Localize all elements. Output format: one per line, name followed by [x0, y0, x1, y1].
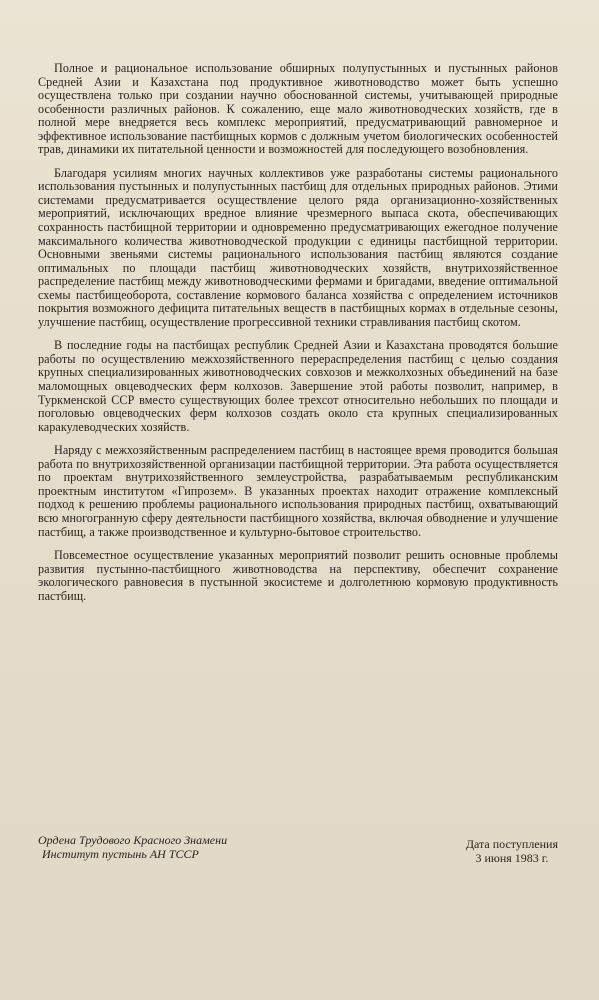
author-affiliation: [38, 833, 227, 861]
received-date-block: [466, 837, 558, 865]
paragraph-2: Благодаря усилиям многих научных коллективов уже разработаны системы рационального использования пустынных и полупустынных пастбищ для отдельных природных районов. Этими системами предусматривается осуществление целого ряда организационно-хозяйственных мероприятий, исключающих вредное влияние чрезмерного выпаса скота, обеспечивающих сохранность пастбищной территории и одновременно предусматривающих ежегодное получение максимального количества животноводческой продукции с единицы пастбищной территории. Основными звеньями системы рационального использования пастбищ являются создание оптимальных по площади пастбищ животноводческих хозяйств, внутрихозяйственное распределение пастбищ между животноводческими фермами и бригадами, введение оптимальной схемы пастбищеоборота, составление кормового баланса хозяйства с определением источников покрытия возможного дефицита питательных веществ в пастбищных кормах в отдельные сезоны, улучшение пастбищ, осуществление прогрессивной техники стравливания пастбищ скотом.: [38, 165, 558, 329]
paragraph-1: Полное и рациональное использование обширных полупустынных и пустынных районов Средней Азии и Казахстана под продуктивное животноводство может быть успешно осуществлена только при создании научно обоснованной системы, учитывающей природные особенности различных районов. К сожалению, еще мало животноводческих хозяйств, где в полной мере внедряется весь комплекс мероприятий, предусматривающий равномерное и эффективное использование пастбищных кормов с должным учетом биологических особенностей трав, динамики их питательной ценности и возможностей для последующего возобновления.: [38, 61, 558, 157]
paragraph-4: Наряду с межхозяйственным распределением пастбищ в настоящее время проводится большая работа по внутрихозяйственной организации пастбищной территории. Эта работа осуществляется по проектам внутрихозяйственного землеустройства, разрабатываемым республиканским проектным институтом «Гипрозем». В указанных проектах находит отражение комплексный подход к решению проблемы рационального использования природных пастбищ, охватывающий всю многогранную сферу деятельности пастбищного хозяйства, включая обводнение и улучшение пастбищ, а также производственное и культурно-бытовое строительство.: [38, 443, 558, 539]
article-body: [38, 62, 558, 613]
affiliation-line-1: Ордена Трудового Красного Знамени: [38, 833, 228, 847]
paragraph-3: В последние годы на пастбищах республик Средней Азии и Казахстана проводятся большие работы по осуществлению межхозяйственного перераспределения пастбищ с целью создания крупных специализированных животноводческих совхозов и межколхозных объединений на базе маломощных овцеводческих ферм колхозов. Завершение этой работы позволит, например, в Туркменской ССР вместо существующих более трехсот относительно небольших по площади и поголовью овцеводческих ферм колхозов создать около ста крупных специализированных каракулеводческих хозяйств.: [38, 338, 558, 434]
received-date: 3 июня 1983 г.: [475, 851, 549, 865]
affiliation-line-2: Институт пустынь АН ТССР: [42, 847, 199, 861]
received-label: Дата поступления: [465, 837, 558, 851]
paragraph-5: Повсеместное осуществление указанных мероприятий позволит решить основные проблемы развития пустынно-пастбищного животноводства на перспективу, обеспечит сохранение экологического равновесия в пустынной экосистеме и долголетнюю кормовую продуктивность пастбищ.: [38, 548, 558, 603]
